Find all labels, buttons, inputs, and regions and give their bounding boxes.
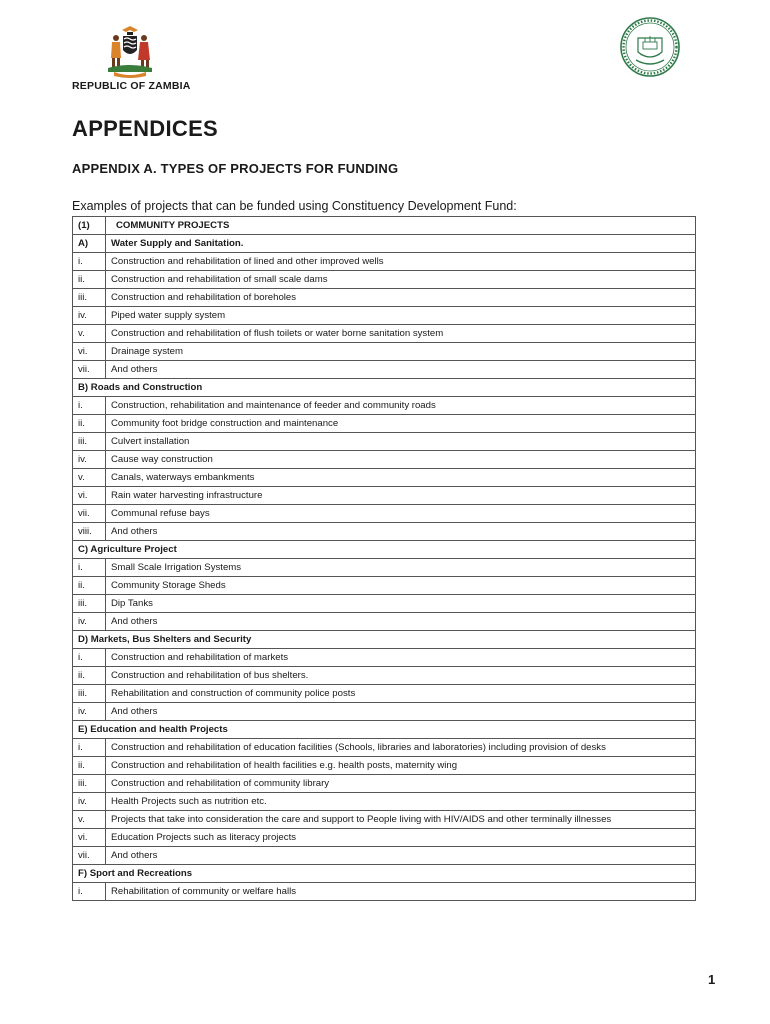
table-row xyxy=(73,757,696,775)
table-row xyxy=(73,469,696,487)
table-row xyxy=(73,577,696,595)
table-row xyxy=(73,685,696,703)
item-number: iii. xyxy=(73,775,106,793)
item-text: Rehabilitation and construction of community police posts xyxy=(106,685,696,703)
item-text: Construction and rehabilitation of health facilities e.g. health posts, maternity wing xyxy=(106,757,696,775)
item-number: i. xyxy=(73,397,106,415)
item-number: iii. xyxy=(73,685,106,703)
item-text: Culvert installation xyxy=(106,433,696,451)
item-text: Construction and rehabilitation of bus shelters. xyxy=(106,667,696,685)
item-number: vi. xyxy=(73,829,106,847)
item-number: ii. xyxy=(73,667,106,685)
table-row xyxy=(73,433,696,451)
item-number: iv. xyxy=(73,307,106,325)
item-text: Cause way construction xyxy=(106,451,696,469)
table-row xyxy=(73,271,696,289)
header-label: COMMUNITY PROJECTS xyxy=(106,217,696,235)
item-text: Dip Tanks xyxy=(106,595,696,613)
item-number: i. xyxy=(73,739,106,757)
table-row xyxy=(73,415,696,433)
item-text: Construction and rehabilitation of lined and other improved wells xyxy=(106,253,696,271)
section-row xyxy=(73,379,696,397)
coat-of-arms-logo xyxy=(104,24,156,78)
item-text: Construction and rehabilitation of education facilities (Schools, libraries and laboratories) including provision of desks xyxy=(106,739,696,757)
item-text: Construction and rehabilitation of small scale dams xyxy=(106,271,696,289)
section-row xyxy=(73,721,696,739)
item-text: Health Projects such as nutrition etc. xyxy=(106,793,696,811)
section-title: E) Education and health Projects xyxy=(73,721,696,739)
intro-text: Examples of projects that can be funded using Constituency Development Fund: xyxy=(72,199,517,213)
item-text: And others xyxy=(106,523,696,541)
item-text: Projects that take into consideration the care and support to People living with HIV/AIDS and other terminally illnesses xyxy=(106,811,696,829)
item-number: iv. xyxy=(73,451,106,469)
table-header-row xyxy=(73,217,696,235)
table-row xyxy=(73,451,696,469)
item-number: iii. xyxy=(73,289,106,307)
section-row xyxy=(73,631,696,649)
item-number: iii. xyxy=(73,595,106,613)
item-text: And others xyxy=(106,847,696,865)
section-title: D) Markets, Bus Shelters and Security xyxy=(73,631,696,649)
item-number: vii. xyxy=(73,505,106,523)
item-text: Drainage system xyxy=(106,343,696,361)
table-row xyxy=(73,523,696,541)
item-number: v. xyxy=(73,325,106,343)
item-text: And others xyxy=(106,613,696,631)
table-row xyxy=(73,793,696,811)
item-number: i. xyxy=(73,883,106,901)
item-number: viii. xyxy=(73,523,106,541)
item-number: iv. xyxy=(73,703,106,721)
section-number: A) xyxy=(73,235,106,253)
item-number: vii. xyxy=(73,847,106,865)
item-number: vi. xyxy=(73,487,106,505)
projects-table xyxy=(72,216,696,901)
table-row xyxy=(73,811,696,829)
table-row xyxy=(73,397,696,415)
table-row xyxy=(73,505,696,523)
item-text: Education Projects such as literacy projects xyxy=(106,829,696,847)
section-row xyxy=(73,541,696,559)
section-row xyxy=(73,865,696,883)
table-row xyxy=(73,703,696,721)
page-title: APPENDICES xyxy=(72,116,219,141)
item-text: And others xyxy=(106,703,696,721)
table-row xyxy=(73,361,696,379)
table-row xyxy=(73,649,696,667)
council-seal-logo xyxy=(616,16,684,78)
item-number: i. xyxy=(73,559,106,577)
item-number: v. xyxy=(73,811,106,829)
item-text: Construction and rehabilitation of markets xyxy=(106,649,696,667)
item-text: Construction and rehabilitation of boreholes xyxy=(106,289,696,307)
item-text: Construction and rehabilitation of community library xyxy=(106,775,696,793)
item-number: iv. xyxy=(73,613,106,631)
table-row xyxy=(73,559,696,577)
item-number: ii. xyxy=(73,577,106,595)
republic-label: REPUBLIC OF ZAMBIA xyxy=(72,80,191,92)
item-text: Community foot bridge construction and maintenance xyxy=(106,415,696,433)
item-text: Piped water supply system xyxy=(106,307,696,325)
header-number: (1) xyxy=(73,217,106,235)
table-row xyxy=(73,775,696,793)
item-text: Small Scale Irrigation Systems xyxy=(106,559,696,577)
item-number: i. xyxy=(73,649,106,667)
table-row xyxy=(73,487,696,505)
item-number: ii. xyxy=(73,271,106,289)
table-row xyxy=(73,289,696,307)
table-row xyxy=(73,739,696,757)
item-number: vi. xyxy=(73,343,106,361)
appendix-heading: APPENDIX A. TYPES OF PROJECTS FOR FUNDING xyxy=(72,161,399,176)
item-number: ii. xyxy=(73,415,106,433)
section-title: C) Agriculture Project xyxy=(73,541,696,559)
item-number: v. xyxy=(73,469,106,487)
item-text: Communal refuse bays xyxy=(106,505,696,523)
item-text: Community Storage Sheds xyxy=(106,577,696,595)
section-title: F) Sport and Recreations xyxy=(73,865,696,883)
item-text: And others xyxy=(106,361,696,379)
table-row xyxy=(73,667,696,685)
table-row xyxy=(73,307,696,325)
item-number: ii. xyxy=(73,757,106,775)
table-row xyxy=(73,847,696,865)
table-row xyxy=(73,253,696,271)
section-title: B) Roads and Construction xyxy=(73,379,696,397)
table-row xyxy=(73,343,696,361)
table-row xyxy=(73,325,696,343)
item-number: iv. xyxy=(73,793,106,811)
section-title: Water Supply and Sanitation. xyxy=(106,235,696,253)
table-row xyxy=(73,829,696,847)
item-text: Rehabilitation of community or welfare halls xyxy=(106,883,696,901)
item-number: i. xyxy=(73,253,106,271)
item-text: Canals, waterways embankments xyxy=(106,469,696,487)
item-text: Construction, rehabilitation and maintenance of feeder and community roads xyxy=(106,397,696,415)
table-row xyxy=(73,613,696,631)
section-row xyxy=(73,235,696,253)
item-text: Rain water harvesting infrastructure xyxy=(106,487,696,505)
page-number: 1 xyxy=(708,972,716,987)
table-row xyxy=(73,883,696,901)
item-number: vii. xyxy=(73,361,106,379)
table-row xyxy=(73,595,696,613)
item-text: Construction and rehabilitation of flush toilets or water borne sanitation system xyxy=(106,325,696,343)
item-number: iii. xyxy=(73,433,106,451)
